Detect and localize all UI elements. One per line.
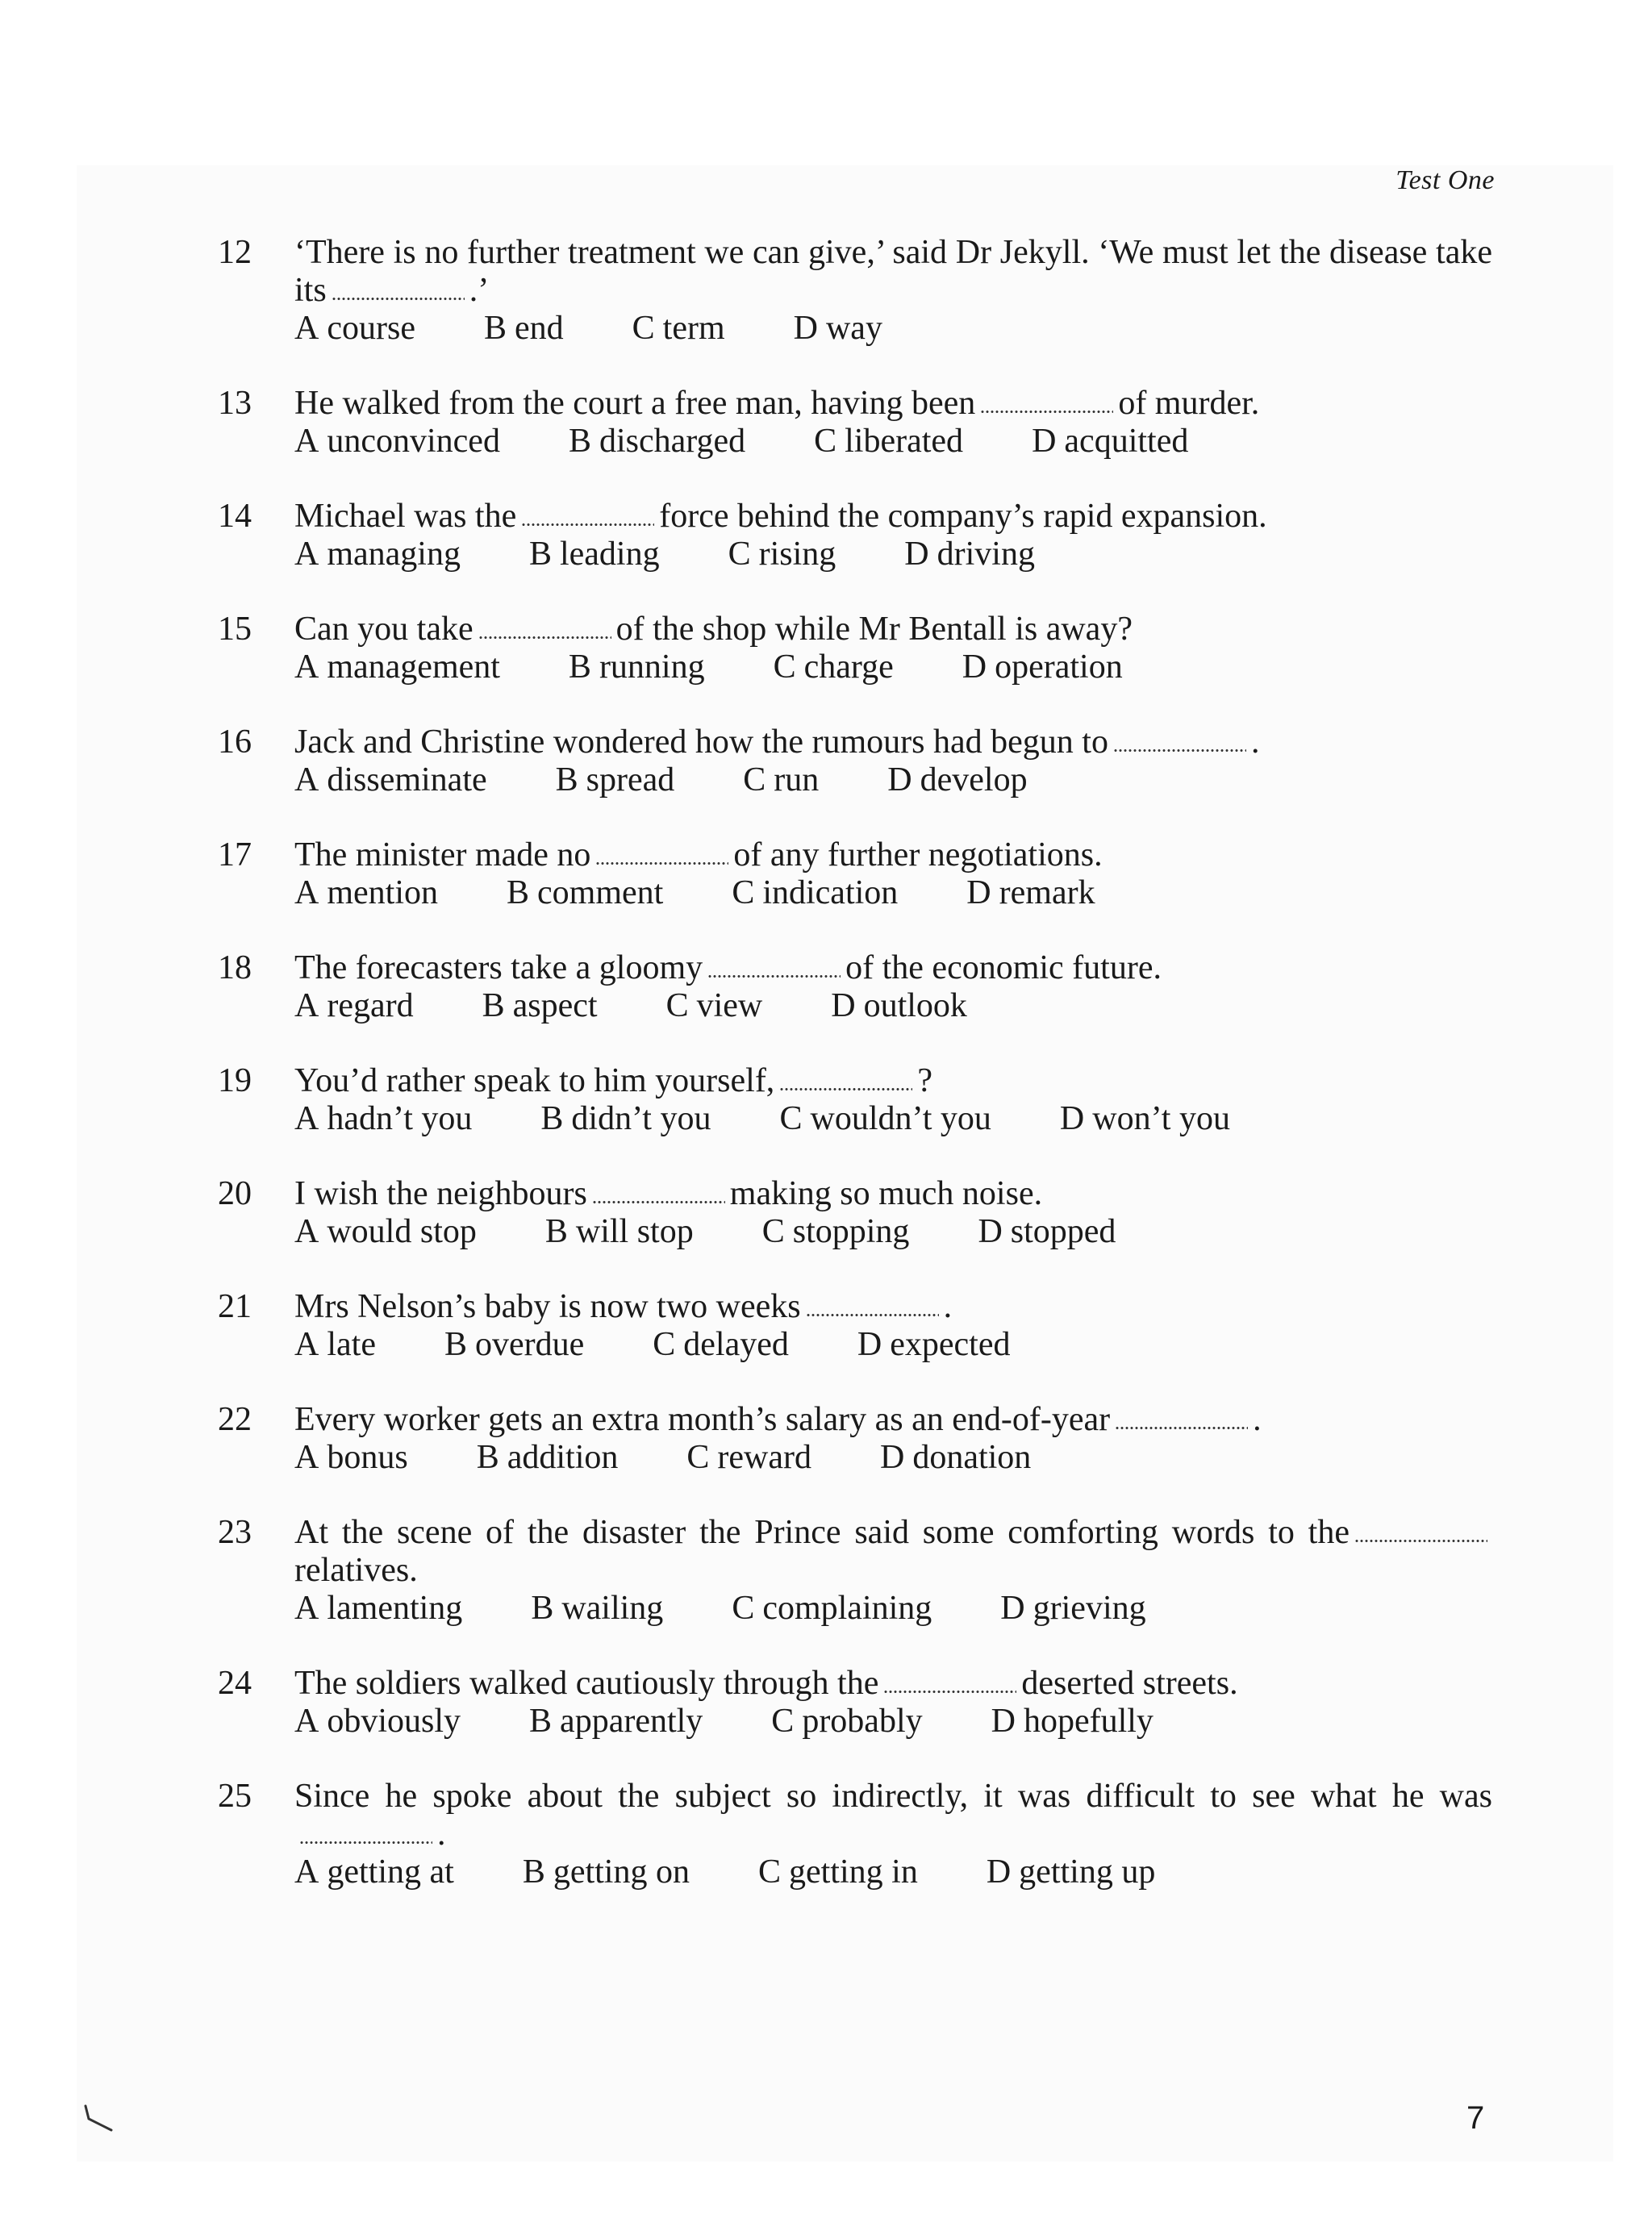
page-number: 7: [1466, 2100, 1485, 2136]
stem-text-after: ?: [917, 1062, 932, 1099]
option-text: outlook: [863, 987, 967, 1024]
answer-option: [666, 987, 763, 1025]
answer-blank: [478, 623, 611, 640]
option-letter: D: [793, 310, 818, 347]
stem-text-after: of the shop while Mr Bentall is away?: [615, 611, 1133, 648]
running-header: Test One: [1395, 165, 1495, 195]
question-stem: [294, 1778, 1492, 1853]
question-stem: [294, 385, 1492, 423]
question-stem: [294, 611, 1492, 648]
answer-option: [779, 1100, 991, 1138]
option-text: delayed: [683, 1326, 789, 1363]
answer-option: [294, 1853, 454, 1891]
answer-option: [294, 310, 415, 348]
option-text: didn’t you: [571, 1100, 711, 1137]
answer-option: [523, 1853, 690, 1891]
answer-option: [294, 1703, 461, 1741]
answer-blank: [592, 1188, 725, 1204]
answer-option: [831, 987, 967, 1025]
option-text: managing: [327, 536, 461, 573]
option-letter: D: [1059, 1100, 1085, 1137]
option-text: view: [696, 987, 763, 1024]
option-letter: A: [294, 310, 319, 347]
stem-text-before: The soldiers walked cautiously through the: [294, 1665, 879, 1702]
option-text: late: [327, 1326, 376, 1363]
question-stem: [294, 723, 1492, 761]
stem-text-after: of the economic future.: [845, 949, 1162, 986]
option-text: bonus: [327, 1439, 408, 1476]
option-letter: B: [529, 1703, 553, 1740]
option-text: donation: [912, 1439, 1032, 1476]
option-text: indication: [762, 874, 899, 911]
option-text: run: [774, 761, 820, 798]
question-number: 20: [218, 1175, 252, 1212]
stem-text-after: .’: [469, 272, 490, 309]
answer-option: [774, 648, 894, 686]
answer-blank: [595, 849, 728, 865]
option-text: remark: [999, 874, 1095, 911]
stem-text-before: Since he spoke about the subject so indirectly, it was difficult to see what he was: [294, 1778, 1492, 1815]
answer-option: [569, 423, 745, 461]
answer-blank: [883, 1678, 1016, 1694]
answer-option: [991, 1703, 1153, 1741]
answer-option: [794, 310, 882, 348]
answer-option: [632, 310, 725, 348]
option-text: reward: [717, 1439, 811, 1476]
answer-options: [294, 1703, 1492, 1741]
stem-text-before: Jack and Christine wondered how the rumours had begun to: [294, 723, 1108, 761]
option-letter: B: [522, 1853, 545, 1891]
stem-text-before: The forecasters take a gloomy: [294, 949, 703, 986]
question-number: 16: [218, 723, 252, 761]
option-letter: C: [686, 1439, 710, 1476]
question-item: [218, 949, 1492, 1025]
option-letter: A: [294, 1590, 319, 1627]
answer-option: [294, 874, 438, 912]
option-text: won’t you: [1092, 1100, 1230, 1137]
option-letter: D: [904, 536, 929, 573]
option-letter: B: [507, 874, 530, 911]
answer-options: [294, 536, 1492, 573]
answer-options: [294, 1853, 1492, 1891]
stem-text-after: .: [943, 1288, 953, 1325]
answer-options: [294, 1100, 1492, 1138]
option-letter: A: [294, 1326, 319, 1363]
option-text: obviously: [327, 1703, 461, 1740]
option-text: getting on: [553, 1853, 690, 1891]
answer-option: [771, 1703, 922, 1741]
option-text: overdue: [474, 1326, 585, 1363]
question-stem: [294, 234, 1492, 310]
option-letter: C: [732, 1590, 755, 1627]
option-text: operation: [995, 648, 1123, 686]
option-text: spread: [586, 761, 675, 798]
answer-option: [294, 1439, 408, 1477]
stem-text-before: Michael was the: [294, 498, 517, 535]
option-text: complaining: [762, 1590, 932, 1627]
option-letter: D: [879, 1439, 905, 1476]
question-number: 18: [218, 949, 252, 986]
answer-blank: [806, 1301, 939, 1317]
corner-mark: [82, 2101, 115, 2133]
option-letter: D: [978, 1213, 1003, 1250]
question-number: 24: [218, 1665, 252, 1702]
question-item: [218, 385, 1492, 461]
option-letter: A: [294, 1703, 319, 1740]
option-letter: A: [294, 1100, 319, 1137]
option-text: addition: [507, 1439, 619, 1476]
option-letter: C: [632, 310, 655, 347]
question-stem: [294, 1288, 1492, 1326]
option-text: term: [662, 310, 725, 347]
question-item: [218, 1778, 1492, 1891]
answer-option: [531, 1590, 663, 1628]
question-stem: [294, 1514, 1492, 1590]
answer-option: [653, 1326, 789, 1364]
option-text: unconvinced: [327, 423, 500, 460]
stem-text-before: ‘There is no further treatment we can give,’ said Dr Jekyll. ‘We must let the disease take its: [294, 234, 1492, 309]
question-item: [218, 723, 1492, 799]
option-text: course: [327, 310, 415, 347]
answer-option: [962, 648, 1123, 686]
stem-text-after: deserted streets.: [1021, 1665, 1238, 1702]
answer-option: [484, 310, 564, 348]
answer-option: [294, 1100, 472, 1138]
option-text: would stop: [327, 1213, 477, 1250]
answer-option: [814, 423, 963, 461]
option-letter: D: [991, 1703, 1016, 1740]
option-letter: B: [544, 1213, 568, 1250]
option-text: probably: [802, 1703, 923, 1740]
option-text: grieving: [1032, 1590, 1146, 1627]
question-stem: [294, 498, 1492, 536]
option-letter: B: [483, 310, 507, 347]
option-letter: D: [1000, 1590, 1025, 1627]
option-text: rising: [758, 536, 836, 573]
answer-option: [1060, 1100, 1230, 1138]
answer-option: [444, 1326, 584, 1364]
question-number: 15: [218, 611, 252, 648]
answer-blank: [779, 1075, 912, 1091]
option-letter: D: [986, 1853, 1012, 1891]
option-text: way: [825, 310, 882, 347]
option-letter: C: [771, 1703, 795, 1740]
answer-options: [294, 423, 1492, 461]
answer-option: [294, 536, 461, 573]
answer-option: [987, 1853, 1156, 1891]
answer-option: [978, 1213, 1116, 1251]
answer-options: [294, 874, 1492, 912]
question-number: 25: [218, 1778, 252, 1815]
option-letter: B: [540, 1100, 564, 1137]
stem-text-before: Every worker gets an extra month’s salary as an end-of-year: [294, 1401, 1111, 1438]
answer-options: [294, 1590, 1492, 1628]
question-item: [218, 1288, 1492, 1364]
option-text: mention: [327, 874, 438, 911]
question-number: 23: [218, 1514, 252, 1551]
option-text: hopefully: [1023, 1703, 1153, 1740]
option-text: lamenting: [327, 1590, 463, 1627]
answer-options: [294, 761, 1492, 799]
answer-option: [556, 761, 675, 799]
stem-text-after: force behind the company’s rapid expansion.: [659, 498, 1267, 535]
stem-text-after: of murder.: [1118, 385, 1260, 422]
question-number: 21: [218, 1288, 252, 1325]
option-letter: C: [728, 536, 751, 573]
option-text: running: [599, 648, 705, 686]
option-letter: D: [831, 987, 856, 1024]
answer-option: [1000, 1590, 1145, 1628]
option-letter: D: [887, 761, 912, 798]
option-letter: C: [732, 874, 755, 911]
stem-text-after: .: [1253, 1401, 1262, 1438]
question-stem: [294, 1401, 1492, 1439]
option-letter: A: [294, 423, 319, 460]
answer-blank: [1115, 1414, 1248, 1430]
answer-option: [728, 536, 836, 573]
option-text: aspect: [512, 987, 598, 1024]
question-list: [218, 234, 1492, 1928]
option-text: driving: [937, 536, 1035, 573]
answer-option: [507, 874, 663, 912]
answer-option: [743, 761, 819, 799]
question-number: 12: [218, 234, 252, 271]
question-item: [218, 611, 1492, 686]
option-text: wailing: [561, 1590, 664, 1627]
option-letter: B: [482, 987, 505, 1024]
option-letter: A: [294, 1853, 319, 1891]
option-letter: B: [444, 1326, 467, 1363]
question-item: [218, 1401, 1492, 1477]
option-text: apparently: [560, 1703, 703, 1740]
option-text: regard: [327, 987, 414, 1024]
answer-option: [857, 1326, 1011, 1364]
answer-option: [762, 1213, 910, 1251]
option-letter: A: [294, 874, 319, 911]
option-letter: A: [294, 648, 319, 686]
answer-option: [294, 761, 487, 799]
question-item: [218, 234, 1492, 348]
answer-option: [1032, 423, 1188, 461]
question-item: [218, 1514, 1492, 1628]
question-item: [218, 1175, 1492, 1251]
answer-option: [477, 1439, 619, 1477]
question-stem: [294, 1175, 1492, 1213]
answer-blank: [299, 1828, 432, 1845]
answer-option: [545, 1213, 694, 1251]
option-letter: C: [653, 1326, 676, 1363]
answer-option: [294, 1213, 477, 1251]
option-text: acquitted: [1064, 423, 1189, 460]
answer-blank: [1354, 1527, 1487, 1543]
option-text: will stop: [575, 1213, 694, 1250]
stem-text-after: .: [1250, 723, 1260, 761]
question-stem: [294, 836, 1492, 874]
answer-option: [294, 423, 500, 461]
stem-text-after: relatives.: [294, 1552, 418, 1589]
option-letter: B: [555, 761, 578, 798]
stem-text-before: He walked from the court a free man, having been: [294, 385, 976, 422]
answer-option: [529, 536, 660, 573]
option-text: end: [514, 310, 564, 347]
answer-options: [294, 1439, 1492, 1477]
stem-text-after: .: [437, 1816, 446, 1853]
answer-blank: [980, 398, 1113, 414]
question-stem: [294, 1665, 1492, 1703]
answer-option: [686, 1439, 811, 1477]
option-text: comment: [537, 874, 664, 911]
answer-options: [294, 987, 1492, 1025]
answer-options: [294, 1213, 1492, 1251]
question-item: [218, 1665, 1492, 1741]
answer-option: [758, 1853, 918, 1891]
option-text: stopping: [792, 1213, 910, 1250]
answer-option: [529, 1703, 703, 1741]
option-letter: C: [779, 1100, 803, 1137]
option-text: disseminate: [327, 761, 487, 798]
option-text: hadn’t you: [327, 1100, 473, 1137]
option-letter: D: [962, 648, 987, 686]
answer-option: [966, 874, 1095, 912]
stem-text-before: You’d rather speak to him yourself,: [294, 1062, 775, 1099]
option-letter: D: [966, 874, 991, 911]
option-letter: C: [665, 987, 689, 1024]
question-stem: [294, 949, 1492, 987]
option-letter: D: [857, 1326, 882, 1363]
answer-option: [294, 648, 500, 686]
option-text: management: [327, 648, 500, 686]
answer-option: [294, 1326, 376, 1364]
answer-option: [294, 987, 414, 1025]
answer-option: [569, 648, 705, 686]
option-text: leading: [559, 536, 660, 573]
option-letter: B: [531, 1590, 554, 1627]
option-letter: B: [568, 648, 591, 686]
option-text: develop: [920, 761, 1028, 798]
option-letter: A: [294, 1439, 319, 1476]
answer-option: [732, 874, 898, 912]
stem-text-after: making so much noise.: [729, 1175, 1043, 1212]
answer-option: [880, 1439, 1031, 1477]
answer-option: [732, 1590, 932, 1628]
question-number: 14: [218, 498, 252, 535]
answer-option: [540, 1100, 711, 1138]
option-letter: A: [294, 761, 319, 798]
question-item: [218, 498, 1492, 573]
option-letter: C: [814, 423, 837, 460]
answer-blank: [332, 285, 465, 301]
option-text: discharged: [599, 423, 746, 460]
question-number: 19: [218, 1062, 252, 1099]
answer-options: [294, 1326, 1492, 1364]
option-text: getting at: [327, 1853, 454, 1891]
stem-text-before: The minister made no: [294, 836, 591, 874]
stem-text-after: of any further negotiations.: [733, 836, 1103, 874]
option-text: liberated: [845, 423, 964, 460]
option-letter: C: [773, 648, 796, 686]
answer-option: [887, 761, 1027, 799]
question-item: [218, 836, 1492, 912]
stem-text-before: At the scene of the disaster the Prince said some comforting words to the: [294, 1514, 1350, 1551]
stem-text-before: I wish the neighbours: [294, 1175, 587, 1212]
option-letter: A: [294, 1213, 319, 1250]
answer-blank: [1113, 736, 1246, 753]
answer-option: [294, 1590, 462, 1628]
answer-options: [294, 648, 1492, 686]
option-letter: A: [294, 987, 319, 1024]
question-number: 22: [218, 1401, 252, 1438]
option-letter: B: [528, 536, 552, 573]
answer-option: [904, 536, 1035, 573]
option-text: expected: [890, 1326, 1011, 1363]
stem-text-before: Can you take: [294, 611, 473, 648]
question-number: 13: [218, 385, 252, 422]
option-letter: C: [761, 1213, 785, 1250]
option-letter: B: [476, 1439, 499, 1476]
stem-text-before: Mrs Nelson’s baby is now two weeks: [294, 1288, 801, 1325]
option-letter: B: [568, 423, 591, 460]
option-letter: C: [757, 1853, 781, 1891]
option-letter: A: [294, 536, 319, 573]
answer-options: [294, 310, 1492, 348]
option-letter: D: [1032, 423, 1057, 460]
option-letter: C: [743, 761, 766, 798]
option-text: wouldn’t you: [810, 1100, 991, 1137]
question-number: 17: [218, 836, 252, 874]
answer-option: [482, 987, 598, 1025]
question-stem: [294, 1062, 1492, 1100]
option-text: getting up: [1019, 1853, 1156, 1891]
answer-blank: [707, 962, 841, 978]
answer-blank: [521, 511, 654, 527]
question-item: [218, 1062, 1492, 1138]
option-text: stopped: [1010, 1213, 1116, 1250]
option-text: getting in: [789, 1853, 918, 1891]
option-text: charge: [803, 648, 894, 686]
